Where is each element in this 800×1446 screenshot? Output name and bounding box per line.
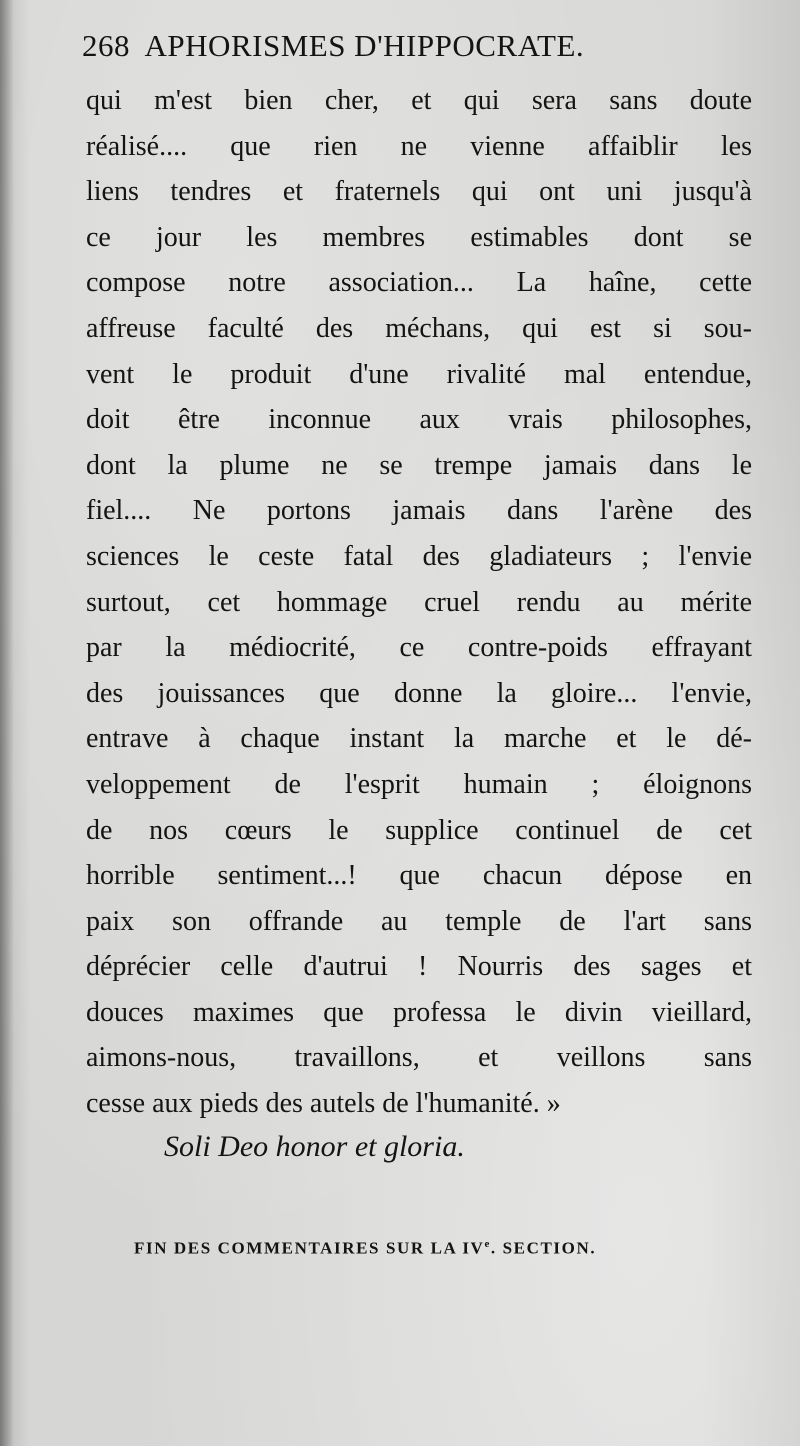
text-line: par la médiocrité, ce contre-poids effrayant <box>86 632 752 664</box>
text-line: qui m'est bien cher, et qui sera sans doute <box>86 85 752 116</box>
text-line: compose notre association... La haîne, cette <box>86 267 752 299</box>
text-line: entrave à chaque instant la marche et le dé- <box>86 723 752 755</box>
text-line: dont la plume ne se trempe jamais dans le <box>86 449 752 481</box>
section-end-note <box>134 1238 596 1259</box>
body-text <box>86 78 752 1127</box>
text-line: sciences le ceste fatal des gladiateurs ; l'envie <box>86 540 752 572</box>
text-line: douces maximes que professa le divin vieillard, <box>86 996 752 1028</box>
text-line: vent le produit d'une rivalité mal entendue, <box>86 358 752 390</box>
closing-motto: Soli Deo honor et gloria. <box>164 1130 465 1163</box>
text-line: doit être inconnue aux vrais philosophes, <box>86 404 752 436</box>
text-line: fiel.... Ne portons jamais dans l'arène des <box>86 495 752 527</box>
text-line: des jouissances que donne la gloire... l'envie, <box>86 677 752 709</box>
text-line: de nos cœurs le supplice continuel de cet <box>86 814 752 846</box>
text-line: cesse aux pieds des autels de l'humanité. » <box>86 1088 561 1120</box>
text-line: ce jour les membres estimables dont se <box>86 221 752 253</box>
running-title: APHORISMES D'HIPPOCRATE. <box>144 28 585 63</box>
section-end-text: FIN DES COMMENTAIRES SUR LA IV <box>134 1238 485 1258</box>
text-line: affreuse faculté des méchans, qui est si sou- <box>86 312 752 344</box>
text-line: paix son offrande au temple de l'art sans <box>86 905 752 937</box>
text-line: horrible sentiment...! que chacun dépose en <box>86 860 752 892</box>
page-edge-shadow <box>0 0 14 1446</box>
text-line: veloppement de l'esprit humain ; éloignons <box>86 768 752 800</box>
text-line: liens tendres et fraternels qui ont uni jusqu'à <box>86 176 752 208</box>
page-header <box>82 28 702 64</box>
page-number: 268 <box>82 28 130 63</box>
text-line: surtout, cet hommage cruel rendu au mérite <box>86 586 752 618</box>
text-line: déprécier celle d'autrui ! Nourris des sages et <box>86 951 752 983</box>
section-end-suffix: . SECTION. <box>490 1238 597 1258</box>
section-end-superscript: e <box>484 1238 491 1250</box>
text-line: réalisé.... que rien ne vienne affaiblir les <box>86 130 752 162</box>
text-line: aimons-nous, travaillons, et veillons sans <box>86 1042 752 1074</box>
